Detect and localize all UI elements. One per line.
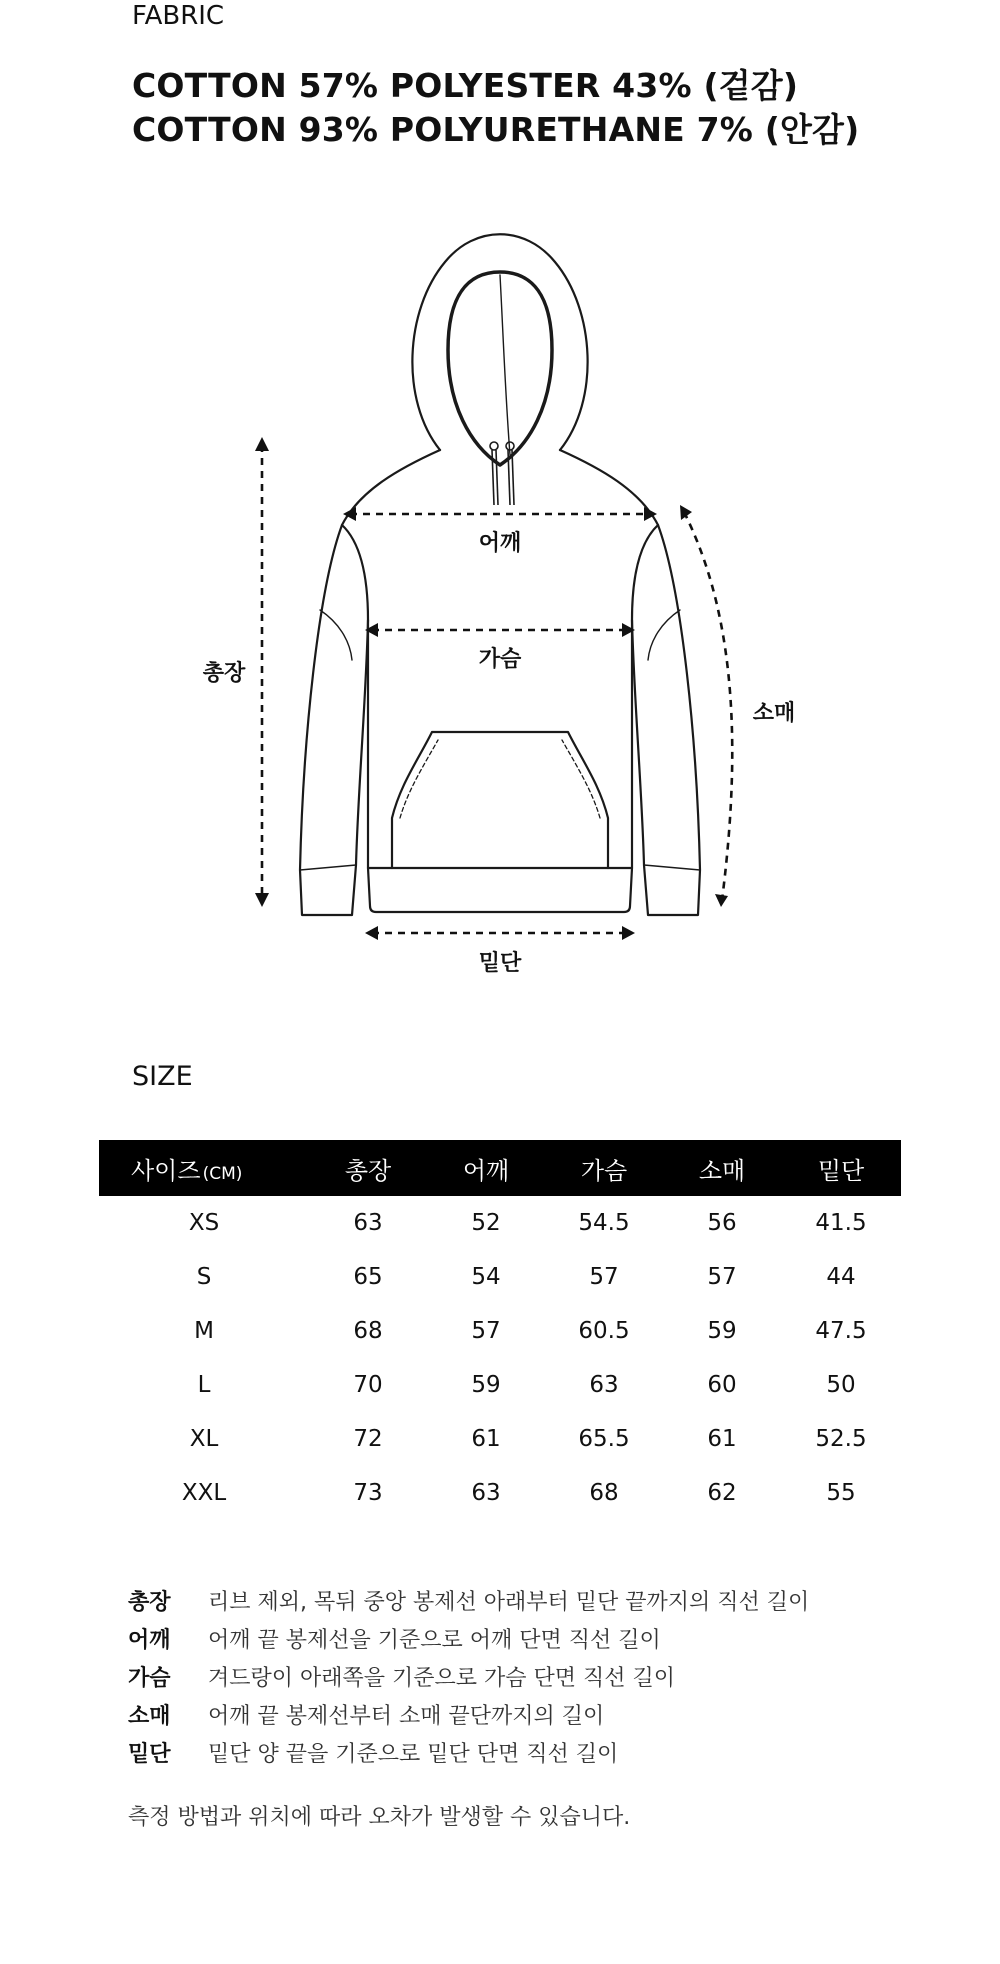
table-cell: 72 [353, 1426, 383, 1452]
table-row [99, 1304, 901, 1358]
hem-column-header: 밑단 [781, 1140, 901, 1196]
table-cell: 65 [353, 1264, 383, 1290]
table-cell: 59 [707, 1318, 737, 1344]
table-cell: 50 [826, 1372, 856, 1398]
table-cell: 52 [471, 1210, 501, 1236]
diagram-label-sleeve: 소매 [752, 701, 796, 726]
hoodie-measurement-diagram [0, 200, 1000, 1000]
right-sleeve [632, 525, 700, 915]
chest-column-header: 가슴 [545, 1140, 663, 1196]
table-cell: 55 [826, 1480, 856, 1506]
fabric-heading: FABRIC [132, 1, 225, 31]
table-cell: 61 [707, 1426, 737, 1452]
size-cell: XXL [181, 1480, 227, 1506]
table-row [99, 1358, 901, 1412]
left-sleeve [300, 525, 368, 915]
fabric-composition-outer: COTTON 57% POLYESTER 43% (겉감) [132, 66, 799, 105]
table-cell: 68 [589, 1480, 619, 1506]
table-cell: 59 [471, 1372, 501, 1398]
table-cell: 60.5 [578, 1318, 630, 1344]
definition-term: 가슴 [128, 1666, 171, 1691]
table-cell: 68 [353, 1318, 383, 1344]
size-cell: M [194, 1318, 214, 1344]
table-cell: 63 [589, 1372, 619, 1398]
size-heading: SIZE [132, 1061, 193, 1092]
definition-term: 총장 [128, 1590, 171, 1615]
hood-outline [412, 234, 587, 450]
diagram-label-hem: 밑단 [478, 951, 522, 976]
diagram-label-shoulder: 어깨 [478, 531, 522, 556]
table-cell: 60 [707, 1372, 737, 1398]
measurement-notice: 측정 방법과 위치에 따라 오차가 발생할 수 있습니다. [128, 1805, 631, 1830]
hem-rib [368, 868, 632, 912]
size-table [99, 1140, 901, 1520]
shoulder-column-header: 어깨 [427, 1140, 545, 1196]
definition-text: 리브 제외, 목뒤 중앙 봉제선 아래부터 밑단 끝까지의 직선 길이 [208, 1590, 810, 1615]
hood-opening [448, 272, 552, 465]
fabric-composition-lining: COTTON 93% POLYURETHANE 7% (안감) [132, 110, 860, 149]
table-row [99, 1412, 901, 1466]
table-cell: 63 [353, 1210, 383, 1236]
table-cell: 57 [707, 1264, 737, 1290]
table-cell: 62 [707, 1480, 737, 1506]
definition-text: 어깨 끝 봉제선부터 소매 끝단까지의 길이 [208, 1704, 605, 1729]
table-cell: 56 [707, 1210, 737, 1236]
definition-term: 밑단 [128, 1742, 171, 1767]
definition-term: 소매 [128, 1704, 171, 1729]
table-cell: 57 [471, 1318, 501, 1344]
table-row [99, 1250, 901, 1304]
table-row [99, 1196, 901, 1250]
table-cell: 65.5 [578, 1426, 630, 1452]
diagram-label-chest: 가슴 [478, 647, 522, 672]
table-cell: 41.5 [815, 1210, 867, 1236]
unit-label: (CM) [202, 1163, 243, 1184]
length-column-header: 총장 [309, 1140, 427, 1196]
table-cell: 54.5 [578, 1210, 630, 1236]
size-cell: L [197, 1372, 211, 1398]
table-row [99, 1466, 901, 1520]
size-cell: XS [188, 1210, 220, 1236]
table-cell: 47.5 [815, 1318, 867, 1344]
size-cell: XL [189, 1426, 219, 1452]
size-cell: S [196, 1264, 212, 1290]
size-column-header: 사이즈 (CM) [99, 1140, 309, 1196]
table-cell: 57 [589, 1264, 619, 1290]
table-cell: 73 [353, 1480, 383, 1506]
table-cell: 44 [826, 1264, 856, 1290]
definition-term: 어깨 [128, 1628, 171, 1653]
size-table-header [99, 1140, 901, 1196]
table-cell: 52.5 [815, 1426, 867, 1452]
diagram-label-length: 총장 [202, 661, 246, 686]
table-cell: 63 [471, 1480, 501, 1506]
table-cell: 70 [353, 1372, 383, 1398]
definition-text: 어깨 끝 봉제선을 기준으로 어깨 단면 직선 길이 [208, 1628, 661, 1653]
table-cell: 61 [471, 1426, 501, 1452]
sleeve-column-header: 소매 [663, 1140, 781, 1196]
kangaroo-pocket [392, 732, 608, 868]
table-cell: 54 [471, 1264, 501, 1290]
definition-text: 밑단 양 끝을 기준으로 밑단 단면 직선 길이 [208, 1742, 619, 1767]
definition-text: 겨드랑이 아래쪽을 기준으로 가슴 단면 직선 길이 [208, 1666, 676, 1691]
